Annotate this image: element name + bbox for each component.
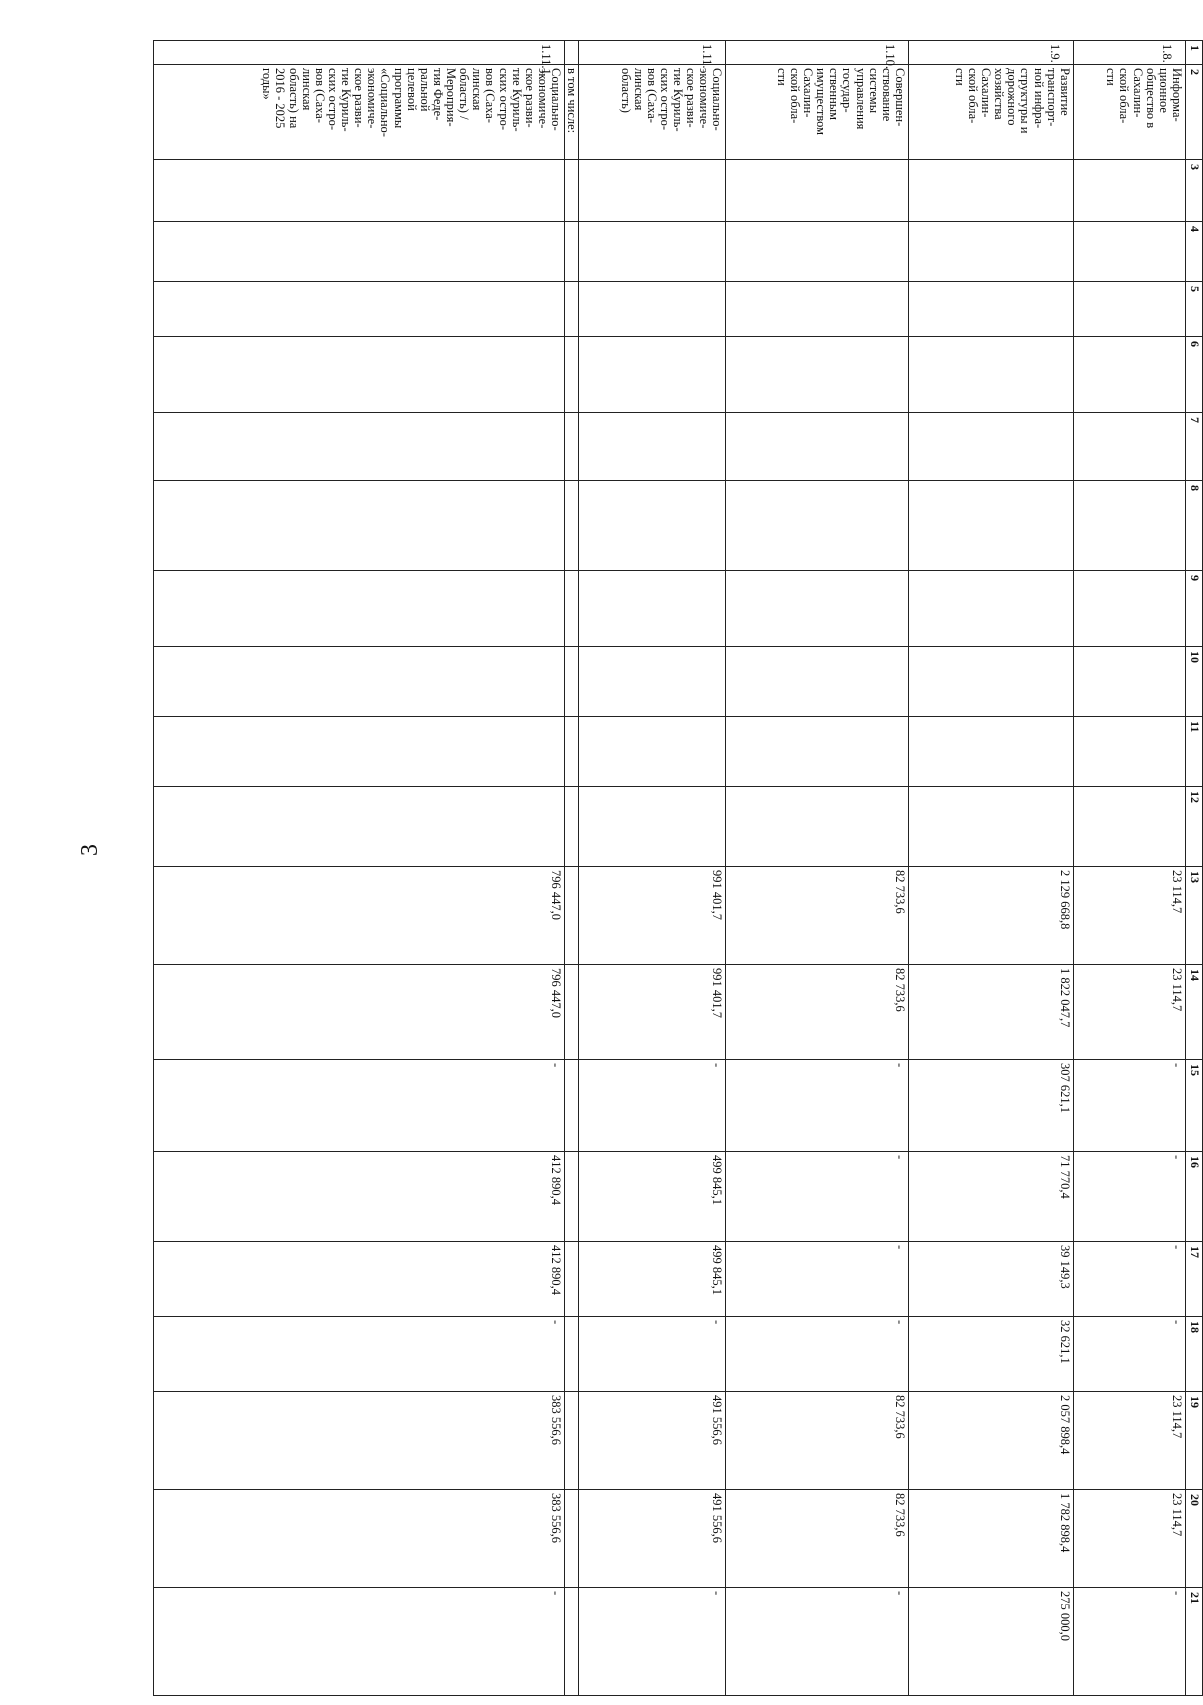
subheader-blank xyxy=(565,647,579,717)
value-cell xyxy=(1073,647,1185,717)
value-cell: 1 782 898,4 xyxy=(908,1490,1073,1588)
row-code: 1.9. xyxy=(908,41,1073,65)
value-cell: 307 621,1 xyxy=(908,1060,1073,1152)
value-cell xyxy=(154,413,565,481)
column-header: 14 xyxy=(1186,965,1203,1060)
value-cell: 71 770,4 xyxy=(908,1152,1073,1242)
value-cell xyxy=(154,282,565,337)
value-cell: 491 556,6 xyxy=(579,1392,726,1490)
subheader-label: в том числе: xyxy=(565,65,579,160)
value-cell: - xyxy=(726,1242,908,1317)
value-cell: 796 447,0 xyxy=(154,867,565,965)
value-cell xyxy=(579,337,726,413)
value-cell: - xyxy=(726,1588,908,1696)
subheader-blank xyxy=(565,571,579,647)
column-header: 9 xyxy=(1186,571,1203,647)
value-cell: 991 401,7 xyxy=(579,867,726,965)
column-header: 15 xyxy=(1186,1060,1203,1152)
row-code: 1.10. xyxy=(726,41,908,65)
row-code: 1.8. xyxy=(1073,41,1185,65)
value-cell: 2 057 898,4 xyxy=(908,1392,1073,1490)
value-cell: - xyxy=(726,1060,908,1152)
value-cell xyxy=(908,413,1073,481)
value-cell: - xyxy=(154,1588,565,1696)
value-cell: - xyxy=(726,1152,908,1242)
value-cell: 2 129 668,8 xyxy=(908,867,1073,965)
value-cell xyxy=(1073,160,1185,222)
value-cell: 383 556,6 xyxy=(154,1392,565,1490)
value-cell: - xyxy=(1073,1060,1185,1152)
subheader-blank xyxy=(565,41,579,65)
value-cell: 23 114,7 xyxy=(1073,1392,1185,1490)
value-cell: 82 733,6 xyxy=(726,1490,908,1588)
value-cell xyxy=(908,717,1073,787)
value-cell xyxy=(579,717,726,787)
value-cell: 991 401,7 xyxy=(579,965,726,1060)
value-cell xyxy=(1073,337,1185,413)
subheader-blank xyxy=(565,867,579,965)
value-cell xyxy=(579,160,726,222)
value-cell xyxy=(154,717,565,787)
subheader-blank xyxy=(565,717,579,787)
row-name: Развитие транспорт- ной инфра- структуры и дорожного хозяйства Сахалин- ской обла- сти xyxy=(908,65,1073,160)
row-code: 1.11.1. xyxy=(154,41,565,65)
value-cell: 499 845,1 xyxy=(579,1152,726,1242)
value-cell: 32 621,1 xyxy=(908,1317,1073,1392)
value-cell: 412 890,4 xyxy=(154,1242,565,1317)
value-cell: 23 114,7 xyxy=(1073,1490,1185,1588)
subheader-blank xyxy=(565,160,579,222)
subheader-blank xyxy=(565,337,579,413)
value-cell xyxy=(726,282,908,337)
column-header: 18 xyxy=(1186,1317,1203,1392)
value-cell xyxy=(154,481,565,571)
subheader-blank xyxy=(565,282,579,337)
value-cell xyxy=(154,647,565,717)
column-header: 6 xyxy=(1186,337,1203,413)
table-row xyxy=(579,41,726,1696)
column-header: 12 xyxy=(1186,787,1203,867)
value-cell xyxy=(154,571,565,647)
value-cell xyxy=(908,571,1073,647)
subheader-blank xyxy=(565,481,579,571)
column-header: 19 xyxy=(1186,1392,1203,1490)
column-header: 8 xyxy=(1186,481,1203,571)
column-header: 2 xyxy=(1186,65,1203,160)
value-cell: 1 822 047,7 xyxy=(908,965,1073,1060)
value-cell xyxy=(1073,787,1185,867)
value-cell xyxy=(1073,413,1185,481)
subheader-blank xyxy=(565,787,579,867)
value-cell xyxy=(579,413,726,481)
value-cell xyxy=(579,282,726,337)
value-cell: 499 845,1 xyxy=(579,1242,726,1317)
value-cell: 275 000,0 xyxy=(908,1588,1073,1696)
value-cell: - xyxy=(1073,1242,1185,1317)
value-cell xyxy=(726,222,908,282)
value-cell xyxy=(579,787,726,867)
value-cell: 491 556,6 xyxy=(579,1490,726,1588)
subheader-blank xyxy=(565,1242,579,1317)
column-header: 4 xyxy=(1186,222,1203,282)
value-cell xyxy=(1073,481,1185,571)
subheader-blank xyxy=(565,1317,579,1392)
value-cell xyxy=(726,160,908,222)
value-cell: - xyxy=(1073,1317,1185,1392)
value-cell xyxy=(908,481,1073,571)
value-cell xyxy=(908,647,1073,717)
value-cell xyxy=(726,413,908,481)
subheader-blank xyxy=(565,1588,579,1696)
value-cell: - xyxy=(154,1060,565,1152)
value-cell: - xyxy=(154,1317,565,1392)
value-cell xyxy=(908,337,1073,413)
value-cell: 796 447,0 xyxy=(154,965,565,1060)
column-header: 1 xyxy=(1186,41,1203,65)
value-cell: 82 733,6 xyxy=(726,965,908,1060)
table-subrow xyxy=(154,41,565,1696)
value-cell: 82 733,6 xyxy=(726,1392,908,1490)
column-header: 11 xyxy=(1186,717,1203,787)
column-header: 10 xyxy=(1186,647,1203,717)
column-header: 5 xyxy=(1186,282,1203,337)
value-cell xyxy=(154,160,565,222)
column-header: 17 xyxy=(1186,1242,1203,1317)
column-header: 20 xyxy=(1186,1490,1203,1588)
table-row xyxy=(1073,41,1185,1696)
column-header: 7 xyxy=(1186,413,1203,481)
value-cell: - xyxy=(579,1588,726,1696)
subheader-blank xyxy=(565,1392,579,1490)
value-cell: - xyxy=(579,1060,726,1152)
row-name: Информа- ционное общество в Сахалин- ской обла- сти xyxy=(1073,65,1185,160)
value-cell xyxy=(908,282,1073,337)
row-code: 1.11. xyxy=(579,41,726,65)
value-cell: 82 733,6 xyxy=(726,867,908,965)
value-cell xyxy=(726,717,908,787)
value-cell xyxy=(154,787,565,867)
value-cell: 23 114,7 xyxy=(1073,867,1185,965)
value-cell xyxy=(726,337,908,413)
table-row xyxy=(726,41,908,1696)
column-header: 21 xyxy=(1186,1588,1203,1696)
page-number: 3 xyxy=(77,844,103,856)
subheader-blank xyxy=(565,1152,579,1242)
column-number-row xyxy=(1186,41,1203,1696)
value-cell xyxy=(154,222,565,282)
value-cell: 23 114,7 xyxy=(1073,965,1185,1060)
value-cell xyxy=(579,222,726,282)
value-cell: - xyxy=(726,1317,908,1392)
value-cell: 383 556,6 xyxy=(154,1490,565,1588)
value-cell xyxy=(1073,282,1185,337)
value-cell xyxy=(579,571,726,647)
value-cell xyxy=(1073,717,1185,787)
subheader-blank xyxy=(565,1490,579,1588)
value-cell: - xyxy=(579,1317,726,1392)
budget-table xyxy=(153,40,1203,1696)
value-cell xyxy=(1073,222,1185,282)
value-cell xyxy=(579,481,726,571)
subheader-blank xyxy=(565,222,579,282)
row-name: Совершен- ствование системы управления государ- ственным имуществом Сахалин- ской обла- сти xyxy=(726,65,908,160)
value-cell xyxy=(908,160,1073,222)
column-header: 16 xyxy=(1186,1152,1203,1242)
value-cell xyxy=(726,571,908,647)
row-name: Социально- экономиче- ское разви- тие Куриль- ских остро- вов (Саха- линская область) xyxy=(579,65,726,160)
subheader-blank xyxy=(565,965,579,1060)
value-cell xyxy=(726,647,908,717)
value-cell xyxy=(154,337,565,413)
row-name: Социально- экономиче- ское разви- тие Куриль- ских остро- вов (Саха- линская область) / Мероприя- тия Феде- ральной целевой программы «Социально- экономиче- ское разви- тие Куриль- ских остро- вов (Саха- линская область) на 2016 - 2025 годы» xyxy=(154,65,565,160)
table-row xyxy=(908,41,1073,1696)
value-cell xyxy=(1073,571,1185,647)
subheader-blank xyxy=(565,1060,579,1152)
column-header: 3 xyxy=(1186,160,1203,222)
subheader-blank xyxy=(565,413,579,481)
column-header: 13 xyxy=(1186,867,1203,965)
value-cell: 39 149,3 xyxy=(908,1242,1073,1317)
value-cell xyxy=(908,222,1073,282)
value-cell xyxy=(579,647,726,717)
value-cell xyxy=(908,787,1073,867)
subheader-row xyxy=(565,41,579,1696)
value-cell: - xyxy=(1073,1152,1185,1242)
value-cell: - xyxy=(1073,1588,1185,1696)
rotated-table-sheet xyxy=(153,40,1203,1695)
value-cell xyxy=(726,481,908,571)
value-cell xyxy=(726,787,908,867)
value-cell: 412 890,4 xyxy=(154,1152,565,1242)
